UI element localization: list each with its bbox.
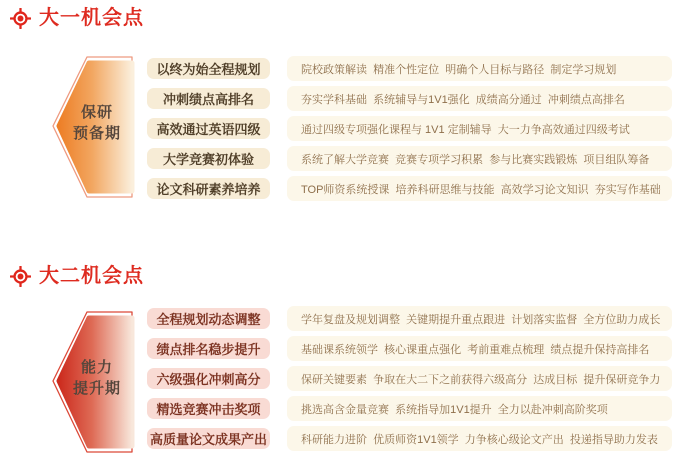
table-row bbox=[0, 176, 680, 201]
row-description: 系统了解大学竞赛 竞赛专项学习积累 参与比赛实践锻炼 项目组队筹备 bbox=[287, 146, 672, 171]
table-row bbox=[0, 426, 680, 451]
table-row bbox=[0, 86, 680, 111]
section-title: 大二机会点 bbox=[39, 265, 144, 287]
row-label: 全程规划动态调整 bbox=[147, 308, 270, 329]
target-icon bbox=[10, 8, 31, 29]
table-row bbox=[0, 116, 680, 141]
stage-line1: 保研 bbox=[80, 104, 113, 121]
table-row bbox=[0, 396, 680, 421]
table-row bbox=[0, 146, 680, 171]
row-description: 通过四级专项强化课程与 1V1 定制辅导 大一力争高效通过四级考试 bbox=[287, 116, 672, 141]
row-description: TOP师资系统授课 培养科研思维与技能 高效学习论文知识 夯实写作基础 bbox=[287, 176, 672, 201]
section-freshman-header bbox=[10, 6, 144, 30]
section-sophomore bbox=[0, 258, 680, 455]
row-label: 精选竞赛冲击奖项 bbox=[147, 398, 270, 419]
row-label: 以终为始全程规划 bbox=[147, 58, 270, 79]
row-description: 保研关键要素 争取在大二下之前获得六级高分 达成目标 提升保研竞争力 bbox=[287, 366, 672, 391]
row-description: 院校政策解读 精准个性定位 明确个人目标与路径 制定学习规划 bbox=[287, 56, 672, 81]
section-freshman bbox=[0, 0, 680, 210]
stage-line2: 预备期 bbox=[72, 125, 121, 142]
table-row bbox=[0, 306, 680, 331]
row-label: 大学竞赛初体验 bbox=[147, 148, 270, 169]
row-description: 科研能力进阶 优质师资1V1领学 力争核心级论文产出 投递指导助力发表 bbox=[287, 426, 672, 451]
section-title: 大一机会点 bbox=[39, 7, 144, 29]
target-icon bbox=[10, 266, 31, 287]
row-label: 高效通过英语四级 bbox=[147, 118, 270, 139]
table-row bbox=[0, 336, 680, 361]
row-label: 六级强化冲刺高分 bbox=[147, 368, 270, 389]
row-description: 基础课系统领学 核心课重点强化 考前重难点梳理 绩点提升保持高排名 bbox=[287, 336, 672, 361]
row-label: 高质量论文成果产出 bbox=[147, 428, 270, 449]
table-row bbox=[0, 56, 680, 81]
stage-line1: 能力 bbox=[80, 359, 113, 376]
row-description: 学年复盘及规划调整 关键期提升重点跟进 计划落实监督 全方位助力成长 bbox=[287, 306, 672, 331]
row-label: 冲刺绩点高排名 bbox=[147, 88, 270, 109]
row-description: 挑选高含金量竞赛 系统指导加1V1提升 全力以赴冲刺高阶奖项 bbox=[287, 396, 672, 421]
row-label: 绩点排名稳步提升 bbox=[147, 338, 270, 359]
row-description: 夯实学科基础 系统辅导与1V1强化 成绩高分通过 冲刺绩点高排名 bbox=[287, 86, 672, 111]
section-sophomore-header bbox=[10, 264, 144, 288]
stage-line2: 提升期 bbox=[72, 380, 121, 397]
row-label: 论文科研素养培养 bbox=[147, 178, 270, 199]
table-row bbox=[0, 366, 680, 391]
